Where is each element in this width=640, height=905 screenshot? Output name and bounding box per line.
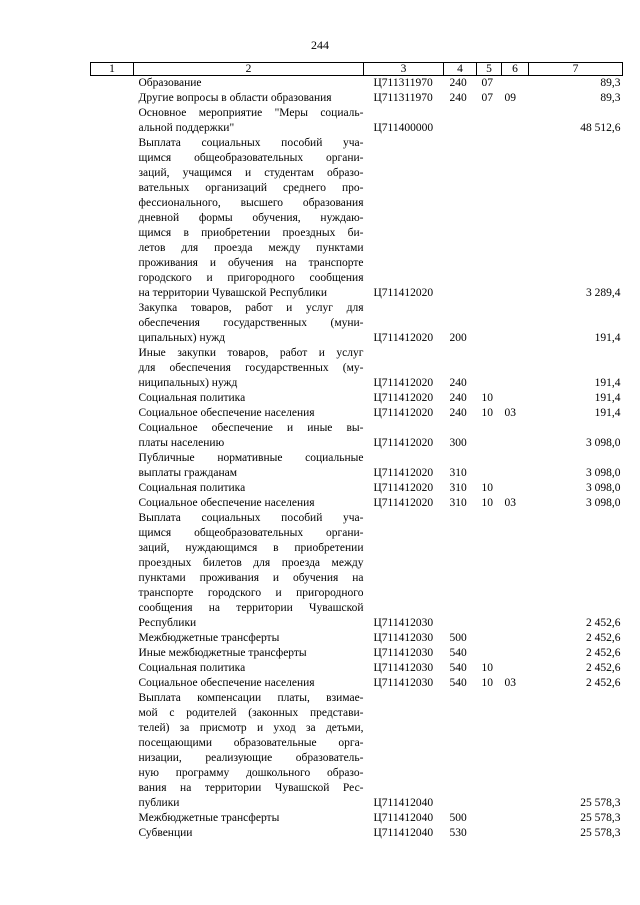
row-expense-type-cell: 310	[449, 497, 467, 509]
row-code-cell: Ц711412030	[373, 677, 434, 689]
row-code-cell: Ц711412020	[373, 287, 434, 299]
row-section-cell: 10	[481, 407, 493, 419]
row-code-cell: Ц711412040	[373, 812, 434, 824]
row-subsection-cell	[502, 826, 529, 841]
row-amount-cell: 191,4	[594, 377, 621, 389]
table-row	[91, 511, 623, 631]
table-header-row	[91, 63, 623, 76]
row-amount-cell: 2 452,6	[586, 677, 621, 689]
table-row	[91, 676, 623, 691]
row-section-cell: 10	[481, 497, 493, 509]
row-number-cell	[91, 511, 134, 631]
row-name-line: Выплата социальных пособий уча-	[138, 137, 364, 149]
row-name-line: на территории Чувашской Республики	[138, 287, 328, 299]
row-name-line: городского и пригородного сообщения	[138, 272, 364, 284]
row-section-cell	[477, 421, 502, 451]
row-name-line: обеспечения государственных (муни-	[138, 317, 364, 329]
row-amount-cell: 3 098,0	[586, 482, 621, 494]
row-subsection-cell	[502, 76, 529, 92]
row-number-cell	[91, 661, 134, 676]
row-name-line: Публичные нормативные социальные	[138, 452, 364, 464]
row-expense-type-cell	[444, 106, 477, 136]
row-name-line: ную программу дошкольного образо-	[138, 767, 364, 779]
row-name-line: посещающими образовательные орга-	[138, 737, 364, 749]
row-code-cell: Ц711412030	[373, 662, 434, 674]
row-number-cell	[91, 676, 134, 691]
row-name-line: Закупка товаров, работ и услуг для	[138, 302, 364, 314]
row-name-line: заций, учащимся и студентам образо-	[138, 167, 364, 179]
row-code-cell: Ц711311970	[373, 77, 433, 89]
row-amount-cell: 2 452,6	[586, 647, 621, 659]
row-name-line: Социальное обеспечение населения	[138, 407, 315, 419]
row-name-line: Иные закупки товаров, работ и услуг	[138, 347, 364, 359]
row-name-line: щимся общеобразовательных органи-	[138, 527, 364, 539]
row-name-line: щимся общеобразовательных органи-	[138, 152, 364, 164]
row-number-cell	[91, 496, 134, 511]
row-section-cell	[477, 451, 502, 481]
row-code-cell: Ц711412020	[373, 482, 434, 494]
row-name-line: Субвенции	[138, 827, 193, 839]
row-number-cell	[91, 646, 134, 661]
row-subsection-cell: 03	[504, 497, 516, 509]
budget-table	[90, 62, 623, 841]
row-number-cell	[91, 346, 134, 391]
row-subsection-cell	[502, 661, 529, 676]
row-amount-cell: 25 578,3	[580, 812, 621, 824]
row-name-line: Социальное обеспечение населения	[138, 677, 315, 689]
row-amount-cell: 3 289,4	[586, 287, 621, 299]
row-number-cell	[91, 91, 134, 106]
row-section-cell: 10	[481, 482, 493, 494]
row-section-cell	[477, 301, 502, 346]
row-code-cell: Ц711412030	[373, 632, 434, 644]
row-subsection-cell	[502, 106, 529, 136]
row-amount-cell: 2 452,6	[586, 632, 621, 644]
header-cell: 7	[529, 63, 623, 76]
row-name-line: Социальная политика	[138, 392, 246, 404]
row-number-cell	[91, 481, 134, 496]
row-subsection-cell	[502, 451, 529, 481]
row-code-cell: Ц711412020	[373, 377, 434, 389]
row-name-line: Образование	[138, 77, 202, 89]
row-name-line: Межбюджетные трансферты	[138, 632, 280, 644]
table-row	[91, 811, 623, 826]
table-row	[91, 91, 623, 106]
row-name-line: ниципальных) нужд	[138, 377, 238, 389]
row-number-cell	[91, 451, 134, 481]
row-name-line: ципальных) нужд	[138, 332, 226, 344]
row-amount-cell: 191,4	[594, 392, 621, 404]
row-number-cell	[91, 301, 134, 346]
row-subsection-cell	[502, 136, 529, 301]
row-amount-cell: 3 098,0	[586, 467, 621, 479]
row-name-cell	[134, 646, 364, 661]
row-subsection-cell	[502, 691, 529, 811]
row-expense-type-cell: 500	[449, 632, 467, 644]
row-name-cell	[134, 406, 364, 421]
row-expense-type-cell	[444, 511, 477, 631]
table-row	[91, 136, 623, 301]
row-name-line: низации, реализующие образователь-	[138, 752, 364, 764]
row-name-line: транспорте городского и пригородного	[138, 587, 364, 599]
row-code-cell: Ц711311970	[373, 92, 433, 104]
row-number-cell	[91, 421, 134, 451]
row-name-line: Социальное обеспечение населения	[138, 497, 315, 509]
row-name-line: Межбюджетные трансферты	[138, 812, 280, 824]
row-name-line: Выплата компенсации платы, взимае-	[138, 692, 364, 704]
row-amount-cell: 25 578,3	[580, 827, 621, 839]
row-name-cell	[134, 811, 364, 826]
row-section-cell: 10	[481, 392, 493, 404]
row-expense-type-cell: 240	[449, 377, 467, 389]
row-name-cell	[134, 691, 364, 811]
row-code-cell: Ц711412020	[373, 407, 434, 419]
row-amount-cell: 2 452,6	[586, 662, 621, 674]
row-amount-cell: 89,3	[600, 77, 621, 89]
row-amount-cell: 3 098,0	[586, 437, 621, 449]
row-name-line: Иные межбюджетные трансферты	[138, 647, 307, 659]
row-section-cell	[477, 511, 502, 631]
row-expense-type-cell: 530	[449, 827, 467, 839]
row-code-cell: Ц711412040	[373, 827, 434, 839]
row-name-line: проживания и обучения на транспорте	[138, 257, 364, 269]
table-row	[91, 451, 623, 481]
row-name-line: вания на территории Чувашской Рес-	[138, 782, 364, 794]
row-name-cell	[134, 391, 364, 406]
row-name-cell	[134, 91, 364, 106]
row-expense-type-cell	[444, 136, 477, 301]
row-code-cell: Ц711412030	[373, 647, 434, 659]
row-name-line: летов для проезда между пунктами	[138, 242, 364, 254]
row-section-cell	[477, 136, 502, 301]
table-row	[91, 421, 623, 451]
row-section-cell	[477, 826, 502, 841]
row-name-cell	[134, 631, 364, 646]
row-amount-cell: 89,3	[600, 92, 621, 104]
row-name-line: для обеспечения государственных (му-	[138, 362, 364, 374]
row-code-cell: Ц711412020	[373, 437, 434, 449]
row-expense-type-cell: 310	[449, 482, 467, 494]
row-section-cell	[477, 811, 502, 826]
row-amount-cell: 2 452,6	[586, 617, 621, 629]
row-amount-cell: 191,4	[594, 407, 621, 419]
row-name-line: Республики	[138, 617, 197, 629]
row-number-cell	[91, 391, 134, 406]
row-number-cell	[91, 631, 134, 646]
row-code-cell: Ц711412020	[373, 332, 434, 344]
row-name-line: выплаты гражданам	[138, 467, 237, 479]
row-expense-type-cell	[444, 691, 477, 811]
row-section-cell	[477, 646, 502, 661]
row-expense-type-cell: 540	[449, 647, 467, 659]
row-expense-type-cell: 200	[449, 332, 467, 344]
row-number-cell	[91, 406, 134, 421]
row-name-cell	[134, 136, 364, 301]
row-number-cell	[91, 136, 134, 301]
row-section-cell: 10	[481, 677, 493, 689]
row-code-cell: Ц711412040	[373, 797, 434, 809]
row-code-cell: Ц711400000	[373, 122, 434, 134]
row-subsection-cell	[502, 301, 529, 346]
table-row	[91, 496, 623, 511]
header-cell: 5	[477, 63, 502, 76]
row-name-cell	[134, 301, 364, 346]
row-code-cell: Ц711412020	[373, 467, 434, 479]
row-code-cell: Ц711412020	[373, 497, 434, 509]
row-name-line: альной поддержки"	[138, 122, 235, 134]
row-name-cell	[134, 451, 364, 481]
row-amount-cell: 3 098,0	[586, 497, 621, 509]
table-row	[91, 481, 623, 496]
row-number-cell	[91, 76, 134, 92]
row-expense-type-cell: 500	[449, 812, 467, 824]
header-cell: 6	[502, 63, 529, 76]
row-name-line: мой с родителей (законных представи-	[138, 707, 364, 719]
row-number-cell	[91, 826, 134, 841]
row-subsection-cell	[502, 511, 529, 631]
row-subsection-cell	[502, 346, 529, 391]
row-name-cell	[134, 481, 364, 496]
row-number-cell	[91, 691, 134, 811]
row-expense-type-cell: 240	[449, 392, 467, 404]
table-row	[91, 76, 623, 92]
row-section-cell: 07	[481, 92, 493, 104]
row-expense-type-cell: 540	[449, 662, 467, 674]
row-name-cell	[134, 661, 364, 676]
row-name-line: проездных билетов для проезда между	[138, 557, 364, 569]
row-name-line: дневной формы обучения, нуждаю-	[138, 212, 364, 224]
row-expense-type-cell: 310	[449, 467, 467, 479]
row-name-line: Другие вопросы в области образования	[138, 92, 332, 104]
row-expense-type-cell: 240	[449, 77, 467, 89]
row-name-line: платы населению	[138, 437, 225, 449]
table-row	[91, 826, 623, 841]
header-cell: 4	[444, 63, 477, 76]
row-section-cell	[477, 346, 502, 391]
row-name-line: публики	[138, 797, 180, 809]
row-number-cell	[91, 106, 134, 136]
table-row	[91, 406, 623, 421]
row-subsection-cell: 09	[504, 92, 516, 104]
table-row	[91, 646, 623, 661]
row-name-line: Основное мероприятие "Меры социаль-	[138, 107, 364, 119]
header-cell: 3	[364, 63, 444, 76]
row-expense-type-cell: 540	[449, 677, 467, 689]
row-name-cell	[134, 496, 364, 511]
row-name-line: заций, нуждающимся в приобретении	[138, 542, 364, 554]
row-section-cell	[477, 106, 502, 136]
row-name-line: щимся в приобретении проездных би-	[138, 227, 364, 239]
row-subsection-cell	[502, 646, 529, 661]
row-amount-cell: 25 578,3	[580, 797, 621, 809]
row-name-cell	[134, 826, 364, 841]
row-subsection-cell: 03	[504, 407, 516, 419]
row-name-cell	[134, 421, 364, 451]
row-code-cell: Ц711412020	[373, 392, 434, 404]
header-cell: 1	[91, 63, 134, 76]
row-expense-type-cell: 300	[449, 437, 467, 449]
row-name-cell	[134, 106, 364, 136]
page-number: 244	[311, 38, 329, 52]
row-section-cell	[477, 691, 502, 811]
row-subsection-cell: 03	[504, 677, 516, 689]
row-name-line: Социальная политика	[138, 482, 246, 494]
row-name-cell	[134, 76, 364, 92]
table-row	[91, 346, 623, 391]
row-name-cell	[134, 676, 364, 691]
row-name-line: пунктами проживания и обучения на	[138, 572, 364, 584]
row-amount-cell: 48 512,6	[580, 122, 621, 134]
row-name-cell	[134, 346, 364, 391]
row-subsection-cell	[502, 811, 529, 826]
table-row	[91, 391, 623, 406]
row-code-cell: Ц711412030	[373, 617, 434, 629]
row-number-cell	[91, 811, 134, 826]
row-name-line: Социальное обеспечение и иные вы-	[138, 422, 364, 434]
row-name-line: вательных организаций среднего про-	[138, 182, 364, 194]
row-name-line: сообщения на территории Чувашской	[138, 602, 364, 614]
row-name-line: Выплата социальных пособий уча-	[138, 512, 364, 524]
row-name-line: Социальная политика	[138, 662, 246, 674]
header-cell: 2	[134, 63, 364, 76]
row-section-cell: 10	[481, 662, 493, 674]
row-section-cell: 07	[481, 77, 493, 89]
row-subsection-cell	[502, 631, 529, 646]
row-subsection-cell	[502, 481, 529, 496]
table-row	[91, 301, 623, 346]
row-subsection-cell	[502, 391, 529, 406]
table-row	[91, 661, 623, 676]
row-subsection-cell	[502, 421, 529, 451]
row-amount-cell: 191,4	[594, 332, 621, 344]
row-name-line: телей) за присмотр и уход за детьми,	[138, 722, 364, 734]
table-row	[91, 691, 623, 811]
row-name-line: фессионального, высшего образования	[138, 197, 364, 209]
row-section-cell	[477, 631, 502, 646]
row-expense-type-cell: 240	[449, 92, 467, 104]
row-name-cell	[134, 511, 364, 631]
row-expense-type-cell: 240	[449, 407, 467, 419]
table-row	[91, 106, 623, 136]
table-row	[91, 631, 623, 646]
